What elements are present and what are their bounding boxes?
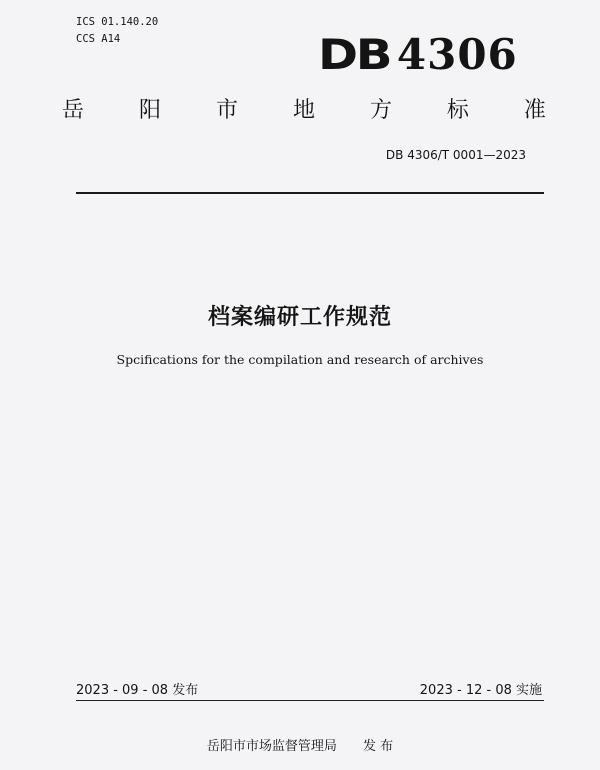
ccs-code: CCS A14 <box>76 33 121 45</box>
publish-date: 2023 - 09 - 08 发布 <box>76 683 199 698</box>
ics-code: ICS 01.140.20 <box>76 16 159 28</box>
standard-category-title <box>62 93 546 124</box>
issuer-line <box>0 735 600 754</box>
document-title-english: Spcifications for the compilation and research of archives <box>116 352 484 367</box>
header-divider <box>76 192 544 194</box>
db-region-number: 4306 <box>396 29 518 79</box>
standard-number: DB 4306/T 0001—2023 <box>385 148 526 162</box>
implement-date: 2023 - 12 - 08 实施 <box>419 683 542 698</box>
classification-codes <box>76 14 158 48</box>
agency-char: 阳 <box>138 98 161 123</box>
agency-char: 市 <box>215 98 238 123</box>
issuer-name: 岳阳市市场监督管理局 <box>206 739 337 754</box>
db-logo: DB <box>318 29 391 79</box>
agency-char: 标 <box>446 98 469 123</box>
agency-char: 准 <box>523 98 546 123</box>
footer-divider <box>76 700 544 701</box>
agency-char: 岳 <box>62 98 85 123</box>
document-title-chinese: 档案编研工作规范 <box>207 305 392 330</box>
db-mark <box>318 30 518 78</box>
agency-char: 地 <box>292 98 315 123</box>
agency-char: 方 <box>369 98 392 123</box>
issuer-action: 发 布 <box>362 739 394 754</box>
